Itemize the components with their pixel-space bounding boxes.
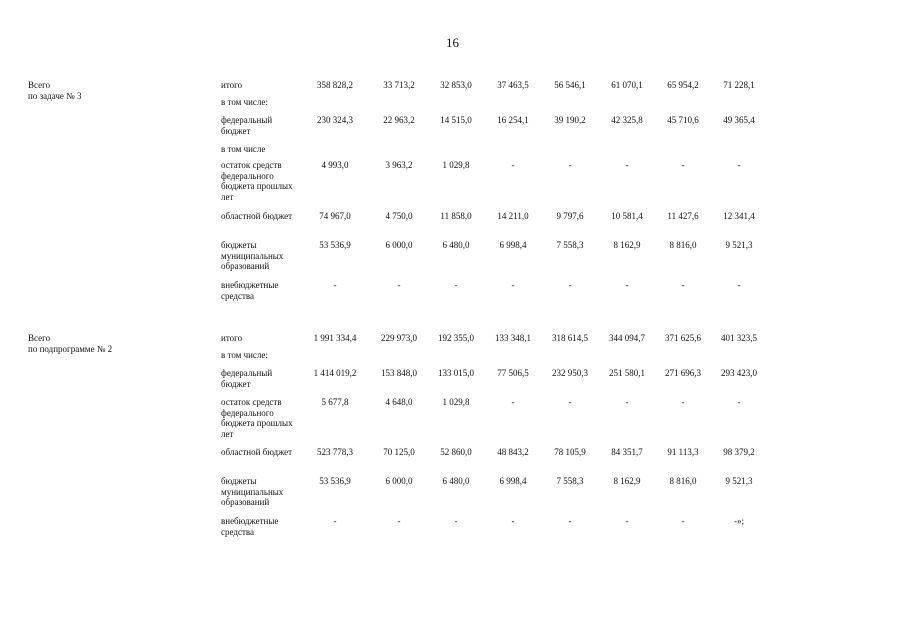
cell-value: 251 580,1: [609, 368, 645, 378]
cell-value: 6 000,0: [385, 240, 413, 250]
page-number: 16: [446, 35, 459, 50]
cell-value: 523 778,3: [317, 447, 353, 457]
cell-value: -: [568, 397, 572, 407]
cell-value: 53 536,9: [319, 476, 351, 486]
section-title-line1: Всего: [28, 80, 51, 90]
cell-value: 12 341,4: [723, 211, 755, 221]
row-label: федеральный бюджет: [221, 368, 273, 389]
cell-value: -: [397, 280, 401, 290]
cell-value: -: [681, 160, 685, 170]
cell-value: 16 254,1: [497, 115, 529, 125]
cell-value: 5 677,8: [321, 397, 349, 407]
cell-value: -: [511, 397, 515, 407]
cell-value: 33 713,2: [383, 80, 415, 90]
cell-value: 14 211,0: [497, 211, 529, 221]
cell-value: 70 125,0: [383, 447, 415, 457]
cell-value: 37 463,5: [497, 80, 529, 90]
cell-value: 230 324,3: [317, 115, 353, 125]
cell-value: 56 546,1: [554, 80, 586, 90]
cell-value: 133 015,0: [438, 368, 474, 378]
cell-value: -: [737, 280, 741, 290]
cell-value: 344 094,7: [609, 333, 645, 343]
cell-value: 271 696,3: [665, 368, 701, 378]
row-label: остаток средств федерального бюджета прошлых лет: [221, 160, 293, 202]
row-label: итого: [221, 80, 243, 90]
cell-value: 49 365,4: [723, 115, 755, 125]
cell-value: 9 521,3: [725, 240, 753, 250]
cell-value: -: [737, 397, 741, 407]
cell-value: 8 162,9: [613, 240, 641, 250]
cell-value: 32 853,0: [440, 80, 472, 90]
cell-value: 6 480,0: [442, 476, 470, 486]
cell-value: 98 379,2: [723, 447, 755, 457]
cell-value: -: [568, 280, 572, 290]
cell-value: 3 963,2: [385, 160, 413, 170]
cell-value: 8 816,0: [669, 240, 697, 250]
cell-value: -: [625, 160, 629, 170]
cell-value: 7 558,3: [556, 240, 584, 250]
cell-value: 192 355,0: [438, 333, 474, 343]
cell-value: 4 648,0: [385, 397, 413, 407]
cell-value: -: [397, 516, 401, 526]
row-label: бюджеты муниципальных образований: [221, 476, 284, 507]
cell-value: -: [625, 397, 629, 407]
cell-value: 8 162,9: [613, 476, 641, 486]
cell-value: 401 323,5: [721, 333, 757, 343]
row-label: в том числе:: [221, 350, 268, 360]
cell-value: 229 973,0: [381, 333, 417, 343]
section-title: [28, 333, 208, 354]
cell-value: 52 860,0: [440, 447, 472, 457]
cell-value: 78 105,9: [554, 447, 586, 457]
cell-value: 77 506,5: [497, 368, 529, 378]
cell-value: -: [568, 516, 572, 526]
cell-value: 4 993,0: [321, 160, 349, 170]
cell-value: 1 029,8: [442, 397, 470, 407]
section-title-line2: по подпрограмме № 2: [28, 343, 113, 354]
cell-value: 84 351,7: [611, 447, 643, 457]
row-label: в том числе: [221, 144, 266, 154]
cell-value: 42 325,8: [611, 115, 643, 125]
cell-value: -: [333, 516, 337, 526]
cell-value: -: [511, 280, 515, 290]
cell-value: 7 558,3: [556, 476, 584, 486]
cell-value: 6 998,4: [499, 476, 527, 486]
cell-value: 74 967,0: [319, 211, 351, 221]
cell-value: -: [333, 280, 337, 290]
cell-value: 232 950,3: [552, 368, 588, 378]
cell-value: 318 614,5: [552, 333, 588, 343]
section-title: [28, 80, 208, 101]
cell-value: 10 581,4: [611, 211, 643, 221]
cell-value: -: [511, 516, 515, 526]
section-title-line2: по задаче № 3: [28, 90, 82, 101]
cell-value: -: [511, 160, 515, 170]
cell-value: 91 113,3: [667, 447, 699, 457]
cell-value: 153 848,0: [381, 368, 417, 378]
cell-value: 9 521,3: [725, 476, 753, 486]
cell-value: -: [681, 397, 685, 407]
cell-value: 6 998,4: [499, 240, 527, 250]
row-label: бюджеты муниципальных образований: [221, 240, 284, 271]
cell-value: 133 348,1: [495, 333, 531, 343]
cell-value: 1 991 334,4: [313, 333, 357, 343]
cell-value: 11 427,6: [667, 211, 699, 221]
cell-value: -: [625, 516, 629, 526]
row-label: остаток средств федерального бюджета прошлых лет: [221, 397, 293, 439]
cell-value: -: [737, 160, 741, 170]
cell-value: 61 070,1: [611, 80, 643, 90]
cell-value: -: [454, 280, 458, 290]
cell-value: 1 414 019,2: [313, 368, 357, 378]
row-label: итого: [221, 333, 243, 343]
cell-value: 6 000,0: [385, 476, 413, 486]
cell-value: 4 750,0: [385, 211, 413, 221]
cell-value: 6 480,0: [442, 240, 470, 250]
cell-value: 293 423,0: [721, 368, 757, 378]
cell-value: 65 954,2: [667, 80, 699, 90]
row-label: внебюджетные средства: [221, 516, 279, 537]
cell-value: 48 843,2: [497, 447, 529, 457]
cell-value: 1 029,8: [442, 160, 470, 170]
cell-value: 371 625,6: [665, 333, 701, 343]
cell-value: 11 858,0: [440, 211, 472, 221]
cell-value: 45 710,6: [667, 115, 699, 125]
row-label: внебюджетные средства: [221, 280, 279, 301]
cell-value: -: [625, 280, 629, 290]
row-label: областной бюджет: [221, 211, 293, 221]
cell-value: 9 797,6: [556, 211, 584, 221]
cell-value: 39 190,2: [554, 115, 586, 125]
cell-value: 8 816,0: [669, 476, 697, 486]
cell-value: -: [454, 516, 458, 526]
row-label: федеральный бюджет: [221, 115, 273, 136]
cell-value: 53 536,9: [319, 240, 351, 250]
row-label: в том числе:: [221, 97, 268, 107]
cell-value: -: [568, 160, 572, 170]
cell-value: -»;: [734, 516, 744, 526]
cell-value: 358 828,2: [317, 80, 353, 90]
cell-value: -: [681, 280, 685, 290]
cell-value: -: [681, 516, 685, 526]
cell-value: 14 515,0: [440, 115, 472, 125]
section-title-line1: Всего: [28, 333, 51, 343]
cell-value: 71 228,1: [723, 80, 755, 90]
row-label: областной бюджет: [221, 447, 293, 457]
cell-value: 22 963,2: [383, 115, 415, 125]
